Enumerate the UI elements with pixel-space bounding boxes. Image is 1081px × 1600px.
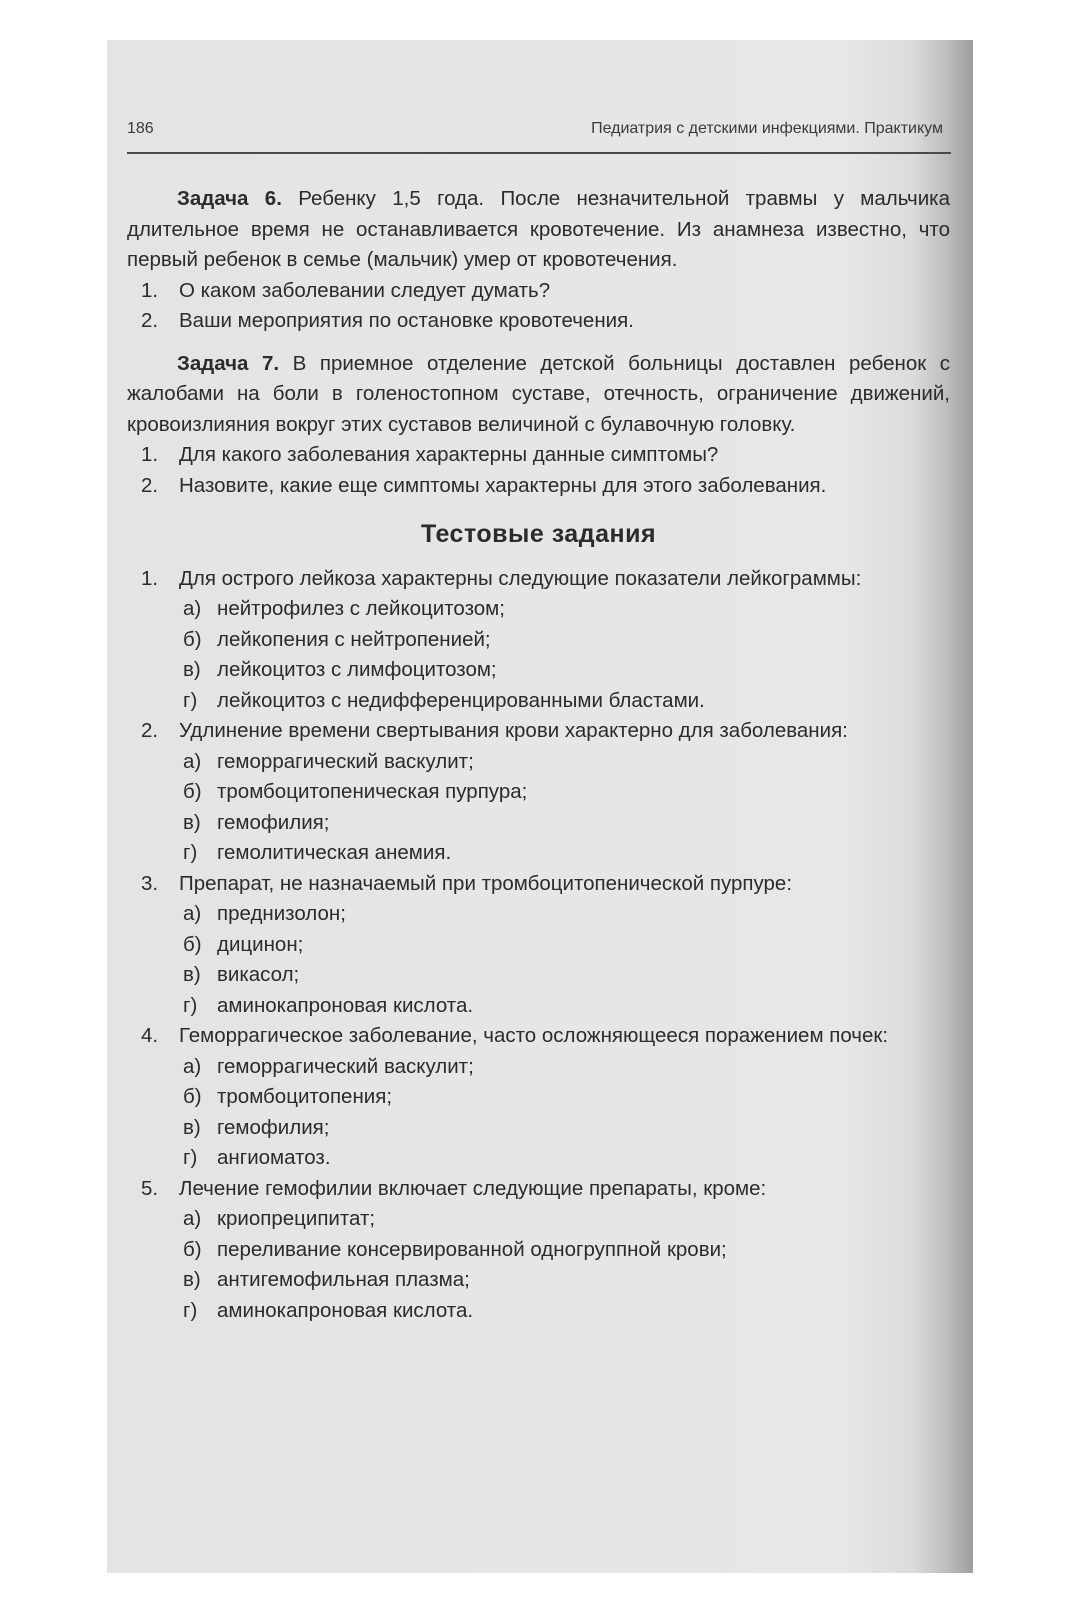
test-item (127, 1021, 950, 1174)
option-text: дицинон; (217, 932, 304, 956)
option-letter: а) (183, 1054, 202, 1078)
test-option (179, 594, 950, 625)
task-7-question (127, 471, 950, 502)
test-option (179, 1082, 950, 1113)
option-letter: а) (183, 749, 202, 773)
option-text: переливание консервированной одногруппной крови; (217, 1237, 727, 1261)
test-item (127, 869, 950, 1022)
test-options (179, 1204, 950, 1326)
test-option (179, 991, 950, 1022)
option-text: аминокапроновая кислота. (217, 993, 474, 1017)
task-6 (127, 184, 950, 337)
task-6-body: Ребенку 1,5 года. После незначительной травмы у мальчика длительное время не останавливается кровотечение. Из анамнеза известно, что первый ребенок в семье (мальчик) умер от кровотечения. (127, 187, 951, 271)
option-letter: а) (183, 1207, 202, 1230)
task-7 (127, 349, 950, 502)
page-content (127, 184, 950, 1326)
test-question: Геморрагическое заболевание, часто осложняющееся поражением почек: (179, 1024, 889, 1047)
test-item (127, 564, 950, 717)
test-option (179, 747, 950, 778)
task-6-question (127, 276, 950, 307)
option-letter: г) (183, 688, 198, 712)
option-text: тромбоцитопения; (217, 1085, 393, 1108)
test-option (179, 1204, 950, 1235)
option-letter: г) (183, 993, 198, 1017)
option-text: нейтрофилез с лейкоцитозом; (217, 597, 505, 620)
tests-section-title: Тестовые задания (420, 520, 657, 548)
option-letter: г) (183, 1146, 198, 1169)
option-letter: б) (183, 1085, 202, 1108)
running-title: Педиатрия с детскими инфекциями. Практикум (591, 120, 943, 137)
option-text: антигемофильная плазма; (217, 1268, 470, 1291)
question-number: 1. (141, 443, 159, 466)
task-7-label: Задача 7. (177, 351, 280, 375)
option-text: тромбоцитопеническая пурпура; (217, 780, 528, 803)
option-text: геморрагический васкулит; (217, 749, 474, 773)
option-text: аминокапроновая кислота. (217, 1298, 474, 1322)
test-option (179, 1143, 950, 1174)
test-option (179, 1235, 950, 1266)
task-7-question (127, 440, 950, 471)
option-letter: б) (183, 1237, 202, 1261)
test-option (179, 655, 950, 686)
question-number: 2. (141, 473, 159, 497)
test-option (179, 960, 950, 991)
test-options (179, 899, 950, 1021)
question-number: 1. (141, 278, 159, 302)
option-letter: б) (183, 932, 202, 956)
option-letter: в) (183, 1115, 201, 1139)
option-text: преднизолон; (217, 902, 346, 925)
task-6-text (127, 184, 950, 276)
task-6-label: Задача 6. (177, 187, 282, 210)
option-text: лейкопения с нейтропенией; (217, 627, 491, 651)
test-option (179, 808, 950, 839)
test-options (179, 1052, 950, 1174)
test-option (179, 899, 950, 930)
test-item (127, 716, 950, 869)
option-text: гемолитическая анемия. (217, 841, 452, 864)
option-letter: а) (183, 902, 202, 925)
test-question: Для острого лейкоза характерны следующие показатели лейкограммы: (179, 566, 862, 590)
question-text: Ваши мероприятия по остановке кровотечения. (179, 309, 634, 332)
test-option (179, 1296, 950, 1327)
question-text: Для какого заболевания характерны данные симптомы? (179, 443, 719, 466)
test-option (179, 1265, 950, 1296)
option-letter: г) (183, 1298, 198, 1322)
task-6-question (127, 306, 950, 337)
task-6-questions (127, 276, 950, 337)
option-text: ангиоматоз. (217, 1146, 331, 1169)
option-text: лейкоцитоз с лимфоцитозом; (217, 658, 497, 681)
option-text: викасол; (217, 963, 300, 986)
test-number: 3. (141, 871, 159, 895)
test-option (179, 625, 950, 656)
task-7-questions (127, 440, 950, 501)
question-number: 2. (141, 309, 159, 332)
test-number: 5. (141, 1176, 159, 1200)
option-text: криопреципитат; (217, 1207, 376, 1230)
header-rule (127, 152, 951, 154)
test-option (179, 777, 950, 808)
test-options (179, 594, 950, 716)
test-number: 1. (141, 566, 159, 590)
book-page (107, 40, 973, 1573)
option-text: геморрагический васкулит; (217, 1054, 474, 1078)
question-text: О каком заболевании следует думать? (179, 278, 551, 302)
test-question: Лечение гемофилии включает следующие препараты, кроме: (179, 1176, 767, 1200)
test-question: Препарат, не назначаемый при тромбоцитопенической пурпуре: (179, 871, 793, 895)
option-text: гемофилия; (217, 1115, 330, 1139)
option-text: лейкоцитоз с недифференцированными бластами. (217, 688, 705, 712)
question-text: Назовите, какие еще симптомы характерны для этого заболевания. (179, 473, 827, 497)
option-letter: б) (183, 627, 202, 651)
option-letter: а) (183, 597, 202, 620)
option-letter: в) (183, 810, 201, 834)
option-text: гемофилия; (217, 810, 330, 834)
page-number: 186 (127, 120, 154, 137)
running-header (127, 120, 943, 144)
test-option (179, 686, 950, 717)
option-letter: в) (183, 1268, 201, 1291)
test-option (179, 838, 950, 869)
test-item (127, 1174, 950, 1327)
test-option (179, 1113, 950, 1144)
option-letter: б) (183, 780, 202, 803)
test-question: Удлинение времени свертывания крови характерно для заболевания: (179, 719, 848, 742)
test-number: 2. (141, 719, 159, 742)
task-7-body: В приемное отделение детской больницы доставлен ребенок с жалобами на боли в голеностопном суставе, отечность, ограничение движений, кровоизлияния вокруг этих суставов величиной с булавочную головку. (127, 351, 950, 436)
test-option (179, 1052, 950, 1083)
option-letter: в) (183, 963, 201, 986)
option-letter: в) (183, 658, 201, 681)
test-options (179, 747, 950, 869)
option-letter: г) (183, 841, 198, 864)
test-number: 4. (141, 1024, 159, 1047)
test-list (127, 564, 950, 1327)
test-option (179, 930, 950, 961)
task-7-text (127, 349, 950, 441)
